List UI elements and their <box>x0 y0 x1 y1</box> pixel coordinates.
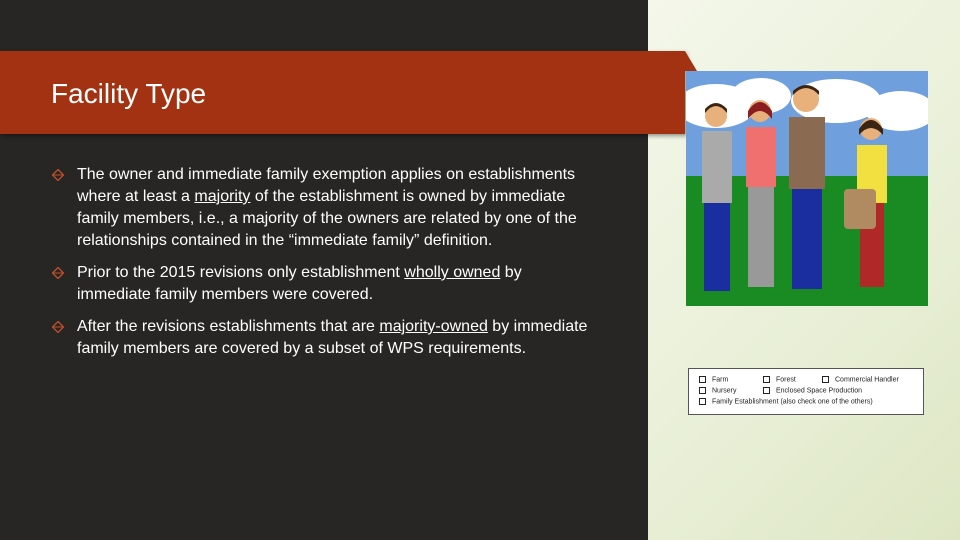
form-option-forest: Forest <box>763 376 796 383</box>
bullet-1-text-end: of the establishment is owned by immediate family members, i.e., a majority of the owners are related by one of the relationships contained in the “immediate family” definition. <box>77 188 577 249</box>
bullet-1-underlined: majority <box>194 188 251 205</box>
checkbox-icon <box>822 376 829 383</box>
bullet-item-3 <box>52 316 592 360</box>
diamond-bullet-icon <box>52 267 64 279</box>
person-2 <box>746 100 776 287</box>
bullet-3-text-end: by immediate family members are covered by a subset of WPS requirements. <box>77 318 588 357</box>
checkbox-icon <box>699 387 706 394</box>
checkbox-icon <box>763 387 770 394</box>
diamond-bullet-icon <box>52 169 64 181</box>
bullet-3-text: After the revisions establishments that are <box>77 318 380 335</box>
bullet-3-underlined: majority-owned <box>379 318 488 335</box>
form-option-farm: Farm <box>699 376 728 383</box>
form-option-family-establishment: Family Establishment (also check one of the others) <box>699 398 873 405</box>
bullet-2-text-end: by immediate family members were covered. <box>77 264 522 303</box>
bullet-2-text: Prior to the 2015 revisions only establishment <box>77 264 405 281</box>
form-option-enclosed-space: Enclosed Space Production <box>763 387 862 394</box>
form-option-nursery: Nursery <box>699 387 737 394</box>
facility-type-form-excerpt <box>688 368 924 415</box>
diamond-bullet-icon <box>52 321 64 333</box>
bullet-item-1 <box>52 164 592 252</box>
bullet-item-2 <box>52 262 592 306</box>
checkbox-icon <box>699 376 706 383</box>
checkbox-icon <box>699 398 706 405</box>
form-option-commercial-handler: Commercial Handler <box>822 376 899 383</box>
bullet-1-text: The owner and immediate family exemption applies on establishments where at least a <box>77 166 576 205</box>
person-1 <box>702 103 732 291</box>
family-illustration <box>686 71 928 306</box>
checkbox-icon <box>763 376 770 383</box>
bullet-2-underlined: wholly owned <box>404 264 501 281</box>
bullet-list <box>52 164 592 370</box>
slide-title: Facility Type <box>51 78 207 109</box>
